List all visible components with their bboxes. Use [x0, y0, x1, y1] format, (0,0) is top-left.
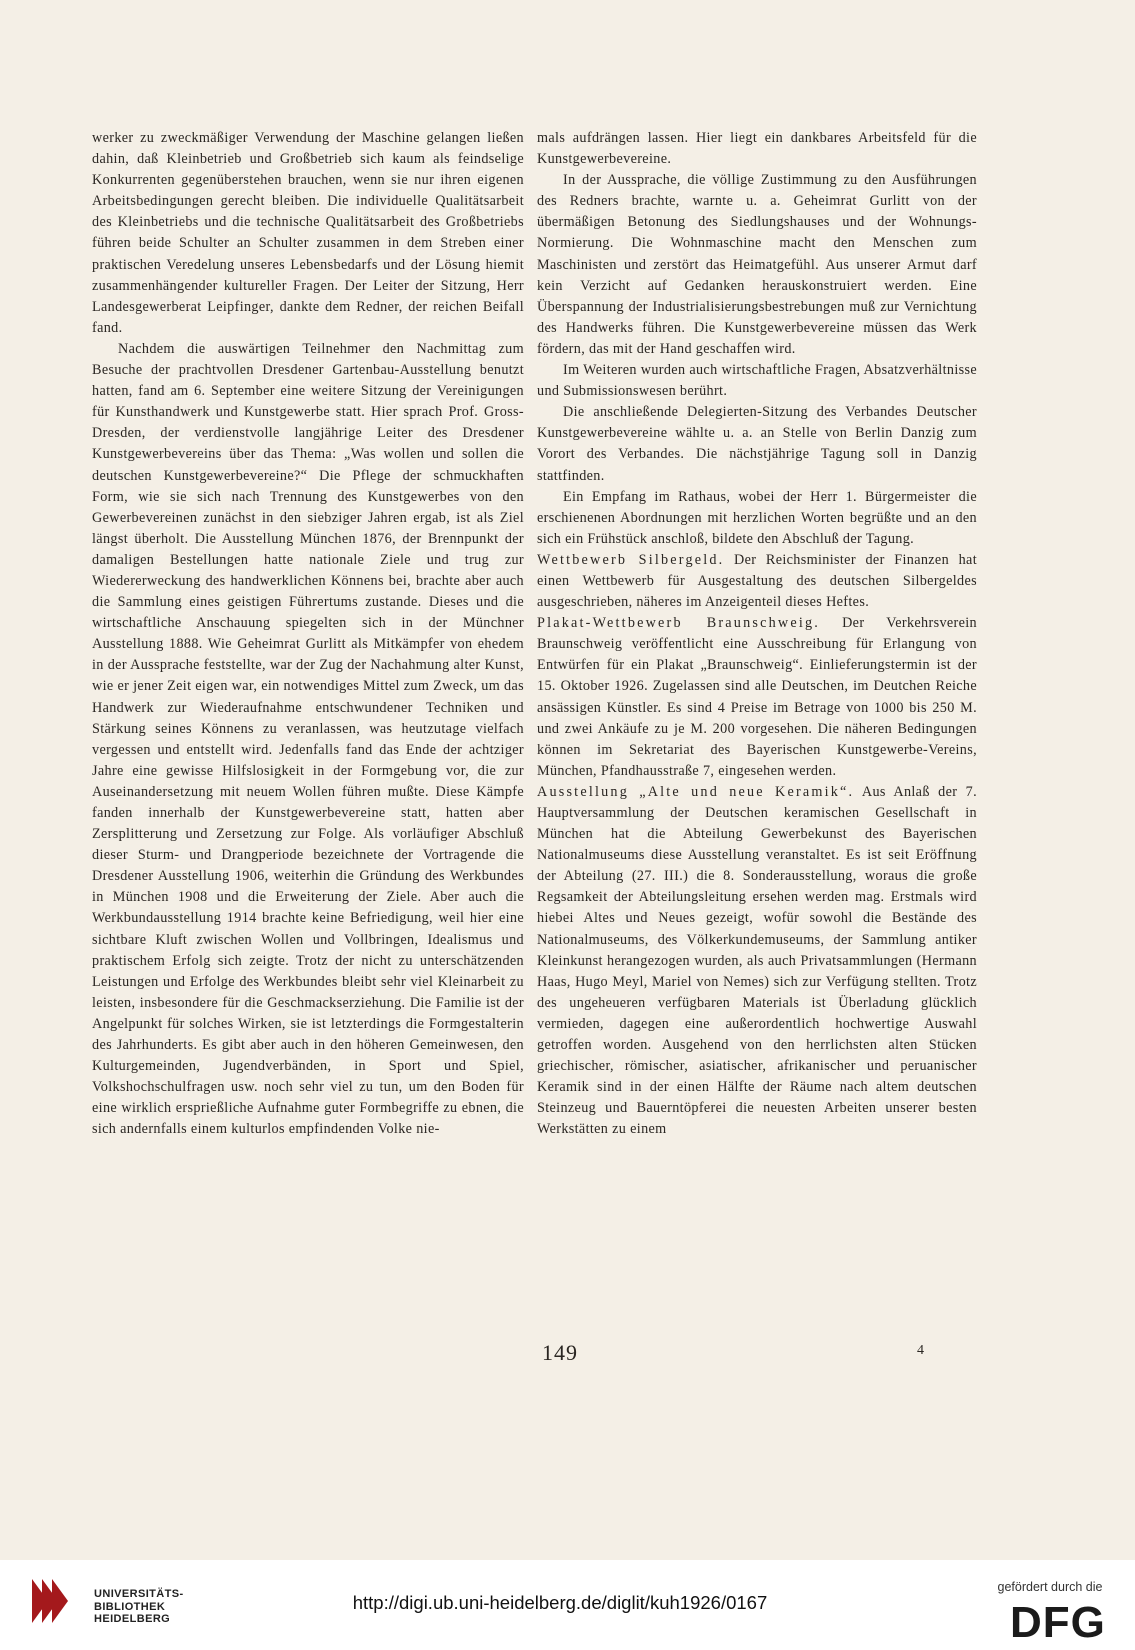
ub-heidelberg-logo-icon[interactable]: [28, 1575, 80, 1627]
section-heading: Plakat-Wettbewerb Braunschweig.: [537, 615, 821, 632]
dfg-logo[interactable]: DFG: [1010, 1598, 1106, 1647]
funded-by-label: gefördert durch die: [997, 1580, 1103, 1594]
paragraph: [537, 613, 977, 782]
paragraph: [537, 128, 977, 170]
paragraph: [537, 402, 977, 486]
ub-heidelberg-logo-text[interactable]: [94, 1588, 184, 1626]
paragraph-text: Im Weiteren wurden auch wirtschaftliche Fragen, Absatzverhältnisse und Submissionswesen berührt.: [537, 362, 977, 400]
paragraph-text: Die anschließende Delegierten-Sitzung des Verbandes Deutscher Kunstgewerbevereine wählte u. a. an Stelle von Berlin Danzig zum Vorort des Verbandes. Die nächstjährige Tagung soll in Danzig stattfinden.: [537, 404, 977, 484]
paragraph-text: Ein Empfang im Rathaus, wobei der Herr 1. Bürgermeister die erschienenen Abordnungen mit herzlichen Worten begrüßte und an den sich ein Frühstück anschloß, bildete den Abschluß der Tagung.: [537, 488, 977, 547]
page-number: 149: [542, 1340, 578, 1365]
paragraph-text: In der Aussprache, die völlige Zustimmung zu den Ausführungen des Redners brachte, warnte u. a. Geheimrat Gurlitt von der übermäßigen Betonung des Siedlungshauses und der Wohnungs-Normierung. Die Wohnmaschine macht den Menschen zum Maschinisten und zerstört das Heimatgefühl. Aus unserer Armut darf kein Verzicht auf Gedanken herauskonstruiert werden. Eine Überspannung der Industrialisierungsbestrebungen muß zur Vernichtung des Handwerks führen. Die Kunstgewerbevereine müssen das Werk fördern, das mit der Hand geschaffen wird.: [537, 172, 977, 357]
signature-mark: 4: [917, 1343, 924, 1358]
paragraph: [537, 550, 977, 613]
paragraph-text: mals aufdrängen lassen. Hier liegt ein dankbares Arbeitsfeld für die Kunstgewerbevereine.: [537, 130, 977, 168]
logo-line-1: UNIVERSITÄTS-: [94, 1588, 184, 1600]
section-heading: Ausstellung „Alte und neue Keramik“.: [537, 783, 855, 800]
paragraph-text: Nachdem die auswärtigen Teilnehmer den Nachmittag zum Besuche der prachtvollen Dresdener Gartenbau-Ausstellung benutzt hatten, fand am 6. September eine weitere Sitzung der Vereinigungen für Kunsthandwerk und Kunstgewerbe statt. Hier sprach Prof. Gross-Dresden, der verdienstvolle langjährige Leiter des Dresdener Kunstgewerbevereins über das Thema: „Was wollen und sollen die deutschen Kunstgewerbevereine?“ Die Pflege der schmuckhaften Form, wie sie sich nach Trennung des Kunstgewerbes von den Gewerbevereinen zunächst in den siebziger Jahren ergab, ist als Ziel längst überholt. Die Ausstellung München 1876, der Brennpunkt der damaligen Bestellungen hatte nationale Ziele und trug zur Wiedererweckung des handwerklichen Könnens bei, brachte aber auch die Sammlung eines geistigen Führertums zustande. Dieses und die wirtschaftliche Anschauung spiegelten sich in der Münchner Ausstellung 1888. Wie Geheimrat Gurlitt als Mitkämpfer von ehedem in der Aussprache feststellte, war der Zug der Nachahmung alter Kunst, wie er jener Zeit eigen war, ein notwendiges Mittel zum Zweck, um das Handwerk zur Wiederaufnahme entschwundener Techniken und Stärkung seines Könnens zu veranlassen, was heutzutage vielfach vergessen und entstellt wird. Jedenfalls fand das Ende der achtziger Jahre eine gewisse Hilfslosigkeit in der Formgebung vor, die zur Auseinandersetzung mit neuem Wollen führen mußte. Diese Kämpfe fanden innerhalb der Kunstgewerbevereine statt, hatten aber Zersplitterung und Zersetzung zur Folge. Als vorläufiger Abschluß dieser Sturm- und Drangperiode bezeichnete der Vortragende die Dresdener Ausstellung 1906, weiterhin die Gründung des Werkbundes in München 1908 und die Erweiterung der Ziele. Aber auch die Werkbundausstellung 1914 brachte keine Befriedigung, weil hier eine sichtbare Kluft zwischen Wollen und Vollbringen, Idealismus und praktischem Erfolg sich zeigte. Trotz der nicht zu unterschätzenden Leistungen und Erfolge des Werkbundes bleibt sehr viel Kleinarbeit zu leisten, insbesondere für die Geschmackserziehung. Die Familie ist der Angelpunkt für solches Wirken, sie ist letzterdings die Formgestalterin des Jahrhunderts. Es gibt aber auch in den höheren Gemeinwesen, den Kulturgemeinden, Jugendverbänden, in Sport und Spiel, Volkshochschulfragen usw. noch sehr viel zu tun, um den Boden für eine wirklich ersprießliche Aufnahme guter Formbegriffe zu ebnen, die sich andernfalls einem kulturlos empfindenden Volke nie-: [92, 340, 524, 1138]
left-text-column: [92, 128, 524, 1141]
paragraph-text: Aus Anlaß der 7. Hauptversammlung der Deutschen keramischen Gesellschaft in München hat die Abteilung Gewerbekunst des Bayerischen Nationalmuseums diese Ausstellung veranstaltet. Es ist seit Eröffnung der Abteilung (27. III.) die 8. Sonderausstellung, woraus die große Regsamkeit der Abteilungsleitung ersehen werden mag. Erstmals wird hiebei Altes und Neues gezeigt, wofür sowohl die Bestände des Nationalmuseums, des Völkerkundemuseums, der Sammlung antiker Kleinkunst herangezogen wurden, als auch Privatsammlungen (Hermann Haas, Hugo Meyl, Mariel von Nemes) sich zur Verfügung stellten. Trotz des ungeheueren verfügbaren Materials ist Überladung glücklich vermieden, dagegen eine außerordentlich hochwertige Auswahl getroffen worden. Ausgehend von den herrlichsten alten Stücken griechischer, römischer, asiatischer, afrikanischer und peruanischer Keramik sind in der einen Hälfte der Räume nach altem deutschen Steinzeug und Bauerntöpferei die neuesten Arbeiten unserer besten Werkstätten zu einem: [537, 783, 977, 1138]
logo-line-2: BIBLIOTHEK: [94, 1600, 166, 1613]
paragraph: [537, 360, 977, 402]
right-text-column: [537, 128, 977, 1141]
section-heading: Wettbewerb Silbergeld.: [537, 551, 725, 568]
paragraph: [537, 170, 977, 360]
permalink-url[interactable]: http://digi.ub.uni-heidelberg.de/diglit/kuh1926/0167: [352, 1592, 768, 1613]
paragraph: [537, 487, 977, 550]
paragraph: [92, 339, 524, 1141]
paragraph: [92, 128, 524, 339]
logo-line-3: HEIDELBERG: [94, 1613, 171, 1625]
paragraph-text: werker zu zweckmäßiger Verwendung der Maschine gelangen ließen dahin, daß Kleinbetrieb und Großbetrieb sich kaum als feindselige Konkurrenten gegenüberstehen brauchen, wenn sie nur ihren eigenen Arbeitsbedingungen gerecht bleiben. Die individuelle Qualitätsarbeit des Kleinbetriebs und die technische Qualitätsarbeit des Großbetriebs führen beide Schulter an Schulter zusammen in dem Streben einer praktischen Veredelung unseres Lebensbedarfs und der Lösung hiemit zusammenhängender kultureller Fragen. Der Leiter der Sitzung, Herr Landesgewerberat Leipfinger, dankte dem Redner, der reichen Beifall fand.: [92, 130, 524, 336]
paragraph: [537, 782, 977, 1141]
paragraph-text: Der Reichsminister der Finanzen hat einen Wettbewerb für Ausgestaltung des deutschen Silbergeldes ausgeschrieben, näheres im Anzeigenteil dieses Heftes.: [537, 551, 977, 611]
paragraph-text: Der Verkehrsverein Braunschweig veröffentlicht eine Ausschreibung für Erlangung von Entwürfen für ein Plakat „Braunschweig“. Einlieferungstermin ist der 15. Oktober 1926. Zugelassen sind alle Deutschen, im Deutchen Reiche ansässigen Künstler. Es sind 4 Preise im Betrage von 1000 bis 250 M. und zwei Ankäufe zu je M. 200 vorgesehen. Die näheren Bedingungen können im Sekretariat des Bayerischen Kunstgewerbe-Vereins, München, Pfandhausstraße 7, eingesehen werden.: [537, 615, 977, 779]
